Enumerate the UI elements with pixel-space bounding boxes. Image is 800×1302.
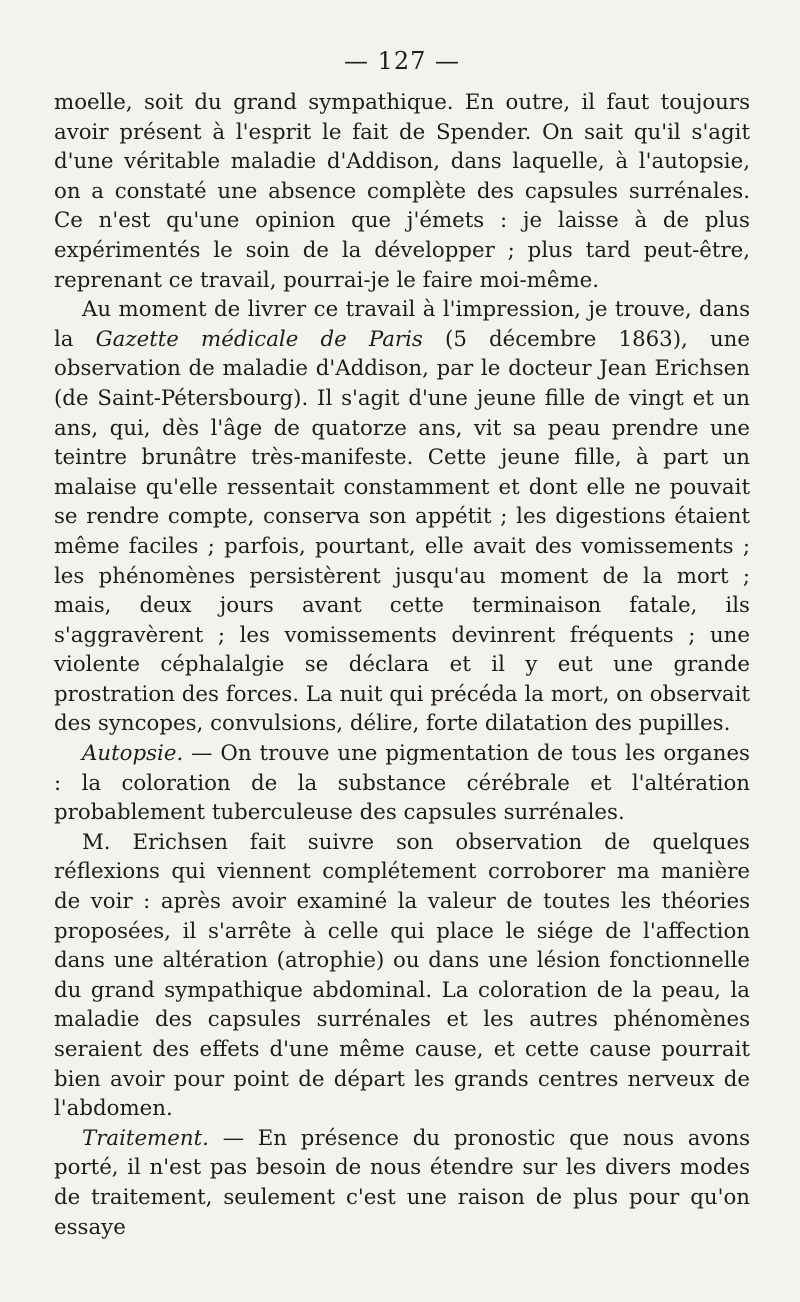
page-number: — 127 — xyxy=(343,47,461,75)
paragraph-autopsie xyxy=(54,739,750,828)
paragraph-text-after: — On trouve une pigmentation de tous les organes : la coloration de la substance cérébrale et l'altération probablement tuberculeuse des capsules surrénales. xyxy=(54,741,750,826)
section-heading-autopsie: Autopsie. xyxy=(82,741,184,767)
body-text xyxy=(54,88,750,1242)
paragraph-text-after: — En présence du pronostic que nous avons porté, il n'est pas besoin de nous étendre sur les divers modes de traitement, seulement c'est une raison de plus pour qu'on essaye xyxy=(54,1125,750,1240)
paragraph-erichsen-reflexions xyxy=(54,828,750,1124)
paragraph-traitement xyxy=(54,1124,750,1242)
paragraph-text-after: (5 décembre 1863), une observation de maladie d'Addison, par le docteur Jean Erichsen (de Saint-Pétersbourg). Il s'agit d'une jeune fille de vingt et un ans, qui, dès l'âge de quatorze ans, vit sa peau prendre une teintre brunâtre très-manifeste. Cette jeune fille, à part un malaise qu'elle ressentait constamment et dont elle ne pouvait se rendre compte, conserva son appétit ; les digestions étaient même faciles ; parfois, pourtant, elle avait des vomissements ; les phénomènes persistèrent jusqu'au moment de la mort ; mais, deux jours avant cette terminaison fatale, ils s'aggravèrent ; les vomissements devinrent fréquents ; une violente céphalalgie se déclara et il y eut une grande prostration des forces. La nuit qui précéda la mort, on observait des syncopes, convulsions, délire, forte dilatation des pupilles. xyxy=(54,326,750,737)
section-heading-traitement: Traitement. xyxy=(82,1125,209,1151)
paragraph-text-before: Au moment de livrer ce travail à l'impression, je trouve, dans la xyxy=(54,297,750,352)
journal-title: Gazette médicale de Paris xyxy=(95,326,423,352)
paragraph-text: moelle, soit du grand sympathique. En outre, il faut toujours avoir présent à l'esprit le fait de Spender. On sait qu'il s'agit d'une véritable maladie d'Addison, dans laquelle, à l'autopsie, on a constaté une absence complète des capsules surrénales. Ce n'est qu'une opinion que j'émets : je laisse à de plus expérimentés le soin de la développer ; plus tard peut-être, reprenant ce travail, pourrai-je le faire moi-même. xyxy=(54,90,750,293)
paragraph-text: M. Erichsen fait suivre son observation de quelques réflexions qui viennent complétement corroborer ma manière de voir : après avoir examiné la valeur de toutes les théories proposées, il s'arrête à celle qui place le siége de l'affection dans une altération (atrophie) ou dans une lésion fonctionnelle du grand sympathique abdominal. La coloration de la peau, la maladie des capsules surrénales et les autres phénomènes seraient des effets d'une même cause, et cette cause pourrait bien avoir pour point de départ les grands centres nerveux de l'abdomen. xyxy=(54,829,750,1122)
paragraph-erichsen-observation xyxy=(54,295,750,739)
paragraph-continuation xyxy=(54,88,750,295)
